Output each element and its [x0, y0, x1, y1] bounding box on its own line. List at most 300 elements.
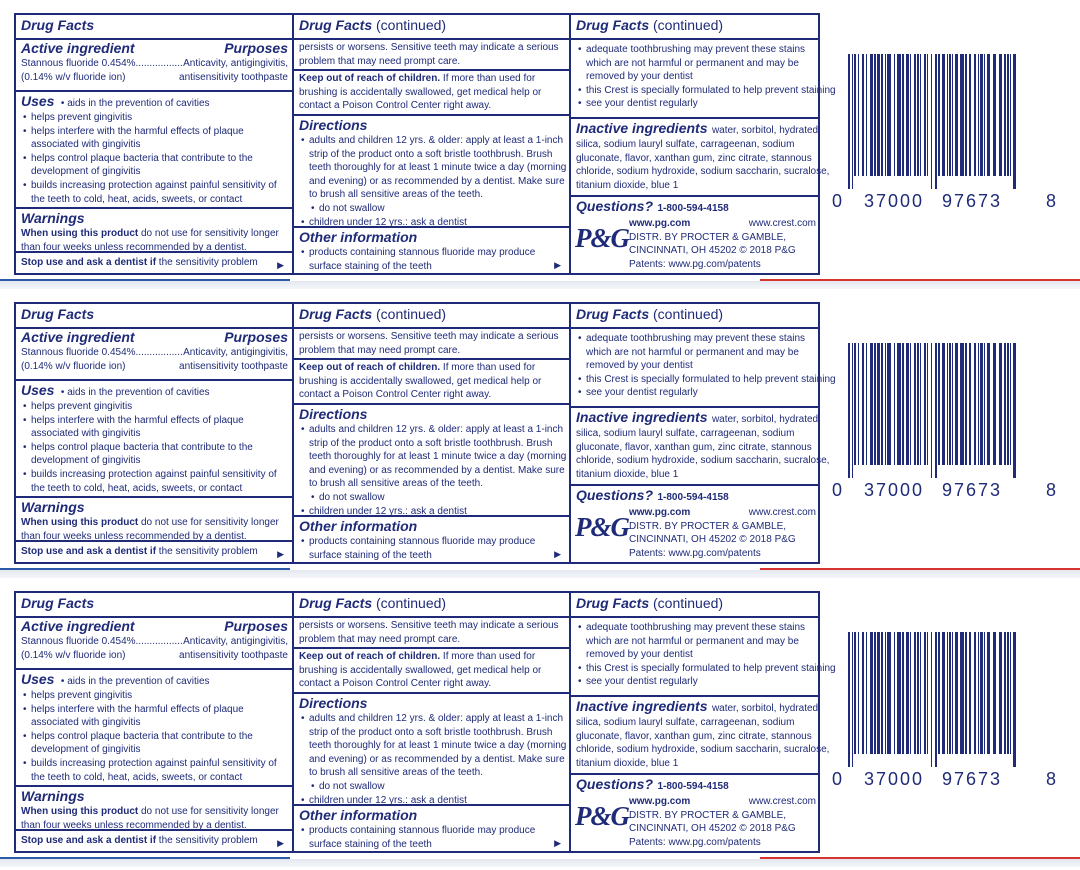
barcode-digits-left-group: 37000 [864, 480, 925, 500]
barcode-bar [965, 54, 967, 176]
staining-line: removed by your dentist [586, 360, 693, 372]
barcode-bars [848, 54, 1020, 189]
barcode-bar [910, 54, 911, 176]
crest-url: www.crest.com [748, 796, 816, 807]
barcode-bar [874, 54, 876, 176]
uses-line: associated with gingivitis [31, 139, 141, 151]
facts-column-3 [571, 304, 836, 562]
keep-out-section [294, 360, 569, 405]
uses-line: • helps interfere with the harmful effects of plaque [21, 703, 288, 717]
barcode-bar [914, 632, 916, 754]
directions-line: teeth thoroughly for at least 1 minute twice a day (morning [309, 740, 567, 752]
uses-heading: Uses [21, 671, 55, 687]
facts-column-3 [571, 15, 836, 273]
barcode-bar [960, 343, 964, 465]
barcode-bar [862, 632, 864, 754]
directions-line: • do not swallow [299, 491, 565, 505]
when-using-line-2: than four weeks unless recommended by a dentist. [21, 819, 247, 831]
purpose-line-1: Anticavity, antigingivitis, [183, 58, 288, 69]
uses-list [21, 400, 288, 495]
drug-facts-title: Drug Facts [21, 595, 95, 611]
inactive-ingredients-heading: Inactive ingredients [576, 698, 708, 714]
barcode-bar [1010, 343, 1011, 465]
directions-line: strip of the product onto a soft bristle toothbrush. Brush [309, 726, 553, 738]
other-information-line-1: • products containing stannous fluoride may produce [299, 824, 565, 838]
barcode-bar [1013, 632, 1016, 767]
when-using-text: do not use for sensitivity longer [138, 517, 279, 528]
pg-logo: P&G [575, 512, 629, 542]
distributor-line-1: DISTR. BY PROCTER & GAMBLE, [629, 520, 787, 532]
continued-header [571, 304, 818, 329]
keep-out-line-2: brushing is accidentally swallowed, get medical help or [299, 375, 542, 387]
continued-title: Drug Facts [299, 306, 373, 322]
stop-use-label: Stop use and ask a dentist if [21, 257, 157, 268]
uses-first-item: aids in the prevention of cavities [67, 387, 210, 398]
barcode-digit-right: 8 [1046, 769, 1057, 789]
stop-use-section [16, 540, 292, 564]
persists-line-1: persists or worsens. Sensitive teeth may indicate a serious [299, 331, 559, 342]
active-ingredient-heading: Active ingredient [21, 618, 135, 634]
purpose-line-1: Anticavity, antigingivitis, [183, 636, 288, 647]
directions-line: and evening) or as recommended by a dentist. Make sure [309, 464, 565, 476]
when-using-line-2: than four weeks unless recommended by a dentist. [21, 241, 247, 253]
persists-line-1: persists or worsens. Sensitive teeth may indicate a serious [299, 620, 559, 631]
fluoride-ion: (0.14% w/v fluoride ion) [21, 649, 126, 661]
directions-line: to brush all sensitive areas of the teeth. [309, 478, 483, 490]
distributor-info [629, 506, 816, 560]
barcode-bar [947, 632, 948, 754]
facts-column-1 [16, 15, 294, 273]
active-ingredient-section [16, 329, 292, 381]
barcode-bar [952, 632, 953, 754]
when-using-label: When using this product [21, 517, 139, 528]
when-using-label: When using this product [21, 228, 139, 239]
inactive-ingredients-first: water, sorbitol, hydrated [711, 125, 819, 136]
other-information-line-2: surface staining of the teeth [309, 260, 432, 272]
warnings-section [16, 787, 292, 829]
other-information-line-1: • products containing stannous fluoride may produce [299, 246, 565, 260]
continued-title: Drug Facts [576, 595, 650, 611]
active-ingredient-name: Stannous fluoride 0.454%................. [21, 58, 183, 69]
uses-line: • helps control plaque bacteria that contribute to the [21, 441, 288, 455]
active-ingredient-name: Stannous fluoride 0.454%................. [21, 347, 183, 358]
barcode-bar [858, 632, 859, 754]
fluoride-ion: (0.14% w/v fluoride ion) [21, 360, 126, 372]
persists-section [294, 618, 569, 649]
persists-line-2: problem that may need prompt care. [299, 633, 461, 645]
barcode-number [832, 480, 1062, 502]
barcode-number [832, 769, 1062, 791]
staining-line: • see your dentist regularly [576, 386, 814, 400]
uses-line: • helps prevent gingivitis [21, 689, 288, 703]
barcode-bar [852, 632, 853, 767]
barcode-bar [874, 632, 876, 754]
barcode-bar [949, 54, 951, 176]
barcode-bar [885, 343, 886, 465]
panel-3 [0, 578, 1080, 867]
questions-phone: 1-800-594-4158 [657, 203, 729, 214]
purpose-line-1: Anticavity, antigingivitis, [183, 347, 288, 358]
barcode-bar [924, 343, 926, 465]
drug-facts-box [14, 591, 836, 853]
uses-heading: Uses [21, 93, 55, 109]
barcode-digits-right-group: 97673 [942, 191, 1003, 211]
distributor-line-1: DISTR. BY PROCTER & GAMBLE, [629, 231, 787, 243]
staining-line: which are not harmful or permanent and may be [586, 635, 799, 647]
directions-line: to brush all sensitive areas of the teeth. [309, 767, 483, 779]
inactive-ingredients-line: titanium dioxide, blue 1 [576, 468, 679, 480]
red-stripe [760, 279, 1080, 281]
staining-section [571, 329, 836, 408]
keep-out-text: If more than used for [440, 73, 536, 84]
barcode-bar [938, 632, 940, 754]
barcode-bar [924, 632, 926, 754]
barcode-bar [848, 343, 850, 478]
barcode-bar [993, 343, 996, 465]
staining-line: • see your dentist regularly [576, 97, 814, 111]
barcode-bar [935, 54, 937, 189]
barcode-bar [866, 54, 867, 176]
barcode-bar [938, 54, 940, 176]
barcode-bar [987, 632, 990, 754]
patents-line: Patents: www.pg.com/patents [629, 836, 761, 848]
distributor-info [629, 795, 816, 849]
uses-line: associated with gingivitis [31, 717, 141, 729]
barcode-bar [960, 54, 964, 176]
directions-line: • children under 12 yrs.: ask a dentist [299, 794, 565, 808]
active-ingredient-name: Stannous fluoride 0.454%................. [21, 636, 183, 647]
barcode-bar [894, 343, 895, 465]
drug-facts-header [16, 593, 292, 618]
active-ingredient-section [16, 618, 292, 670]
warnings-heading: Warnings [21, 210, 85, 226]
barcode-bar [881, 343, 883, 465]
inactive-ingredients-heading: Inactive ingredients [576, 409, 708, 425]
uses-line: development of gingivitis [31, 166, 141, 178]
continued-header [294, 593, 569, 618]
inactive-ingredients-heading: Inactive ingredients [576, 120, 708, 136]
staining-list [576, 43, 836, 111]
barcode-bar [1004, 632, 1006, 754]
stop-use-label: Stop use and ask a dentist if [21, 546, 157, 557]
barcode-bar [965, 343, 967, 465]
questions-section [571, 197, 818, 275]
barcode-digit-left: 0 [832, 480, 843, 500]
barcode-bar [881, 632, 883, 754]
barcode-bar [931, 343, 932, 478]
distributor-line-1: DISTR. BY PROCTER & GAMBLE, [629, 809, 787, 821]
blue-stripe [0, 279, 290, 281]
barcode-bar [942, 632, 945, 754]
facts-column-3 [571, 593, 836, 851]
continued-label: (continued) [653, 595, 724, 611]
barcode-bar [980, 54, 983, 176]
barcode-bar [978, 343, 979, 465]
directions-line: • adults and children 12 yrs. & older: apply at least a 1-inch [299, 134, 565, 148]
staining-line: • this Crest is specially formulated to help prevent staining [576, 84, 814, 98]
barcode-bar [870, 54, 873, 176]
barcode-bar [854, 54, 856, 176]
directions-line: and evening) or as recommended by a dentist. Make sure [309, 753, 565, 765]
barcode-bar [952, 54, 953, 176]
warnings-section [16, 498, 292, 540]
keep-out-section [294, 649, 569, 694]
questions-phone: 1-800-594-4158 [657, 492, 729, 503]
drug-facts-title: Drug Facts [21, 306, 95, 322]
barcode-bar [974, 343, 976, 465]
when-using-label: When using this product [21, 806, 139, 817]
barcode-bar [947, 54, 948, 176]
continued-title: Drug Facts [576, 17, 650, 33]
barcode-bar [914, 54, 916, 176]
uses-list [21, 111, 288, 206]
barcode-digits-left-group: 37000 [864, 769, 925, 789]
other-information-line-1: • products containing stannous fluoride may produce [299, 535, 565, 549]
continue-arrow-icon: ▶ [277, 838, 284, 848]
crest-url: www.crest.com [748, 218, 816, 229]
barcode-bar [980, 632, 983, 754]
distributor-line-2: CINCINNATI, OH 45202 © 2018 P&G [629, 823, 796, 835]
barcode-digit-right: 8 [1046, 191, 1057, 211]
barcode-bar [887, 632, 891, 754]
questions-heading: Questions? [576, 198, 654, 214]
uses-line: development of gingivitis [31, 455, 141, 467]
continued-title: Drug Facts [299, 17, 373, 33]
barcode-bar [902, 54, 904, 176]
barcode-bar [877, 343, 880, 465]
barcode-bar [980, 343, 983, 465]
questions-heading: Questions? [576, 487, 654, 503]
staining-line: which are not harmful or permanent and may be [586, 57, 799, 69]
inactive-ingredients-line: gluconate, flavor, xanthan gum, zinc citrate, stannous [576, 441, 812, 453]
distributor-info [629, 217, 816, 271]
questions-section [571, 486, 818, 564]
continued-title: Drug Facts [299, 595, 373, 611]
continued-header [294, 304, 569, 329]
barcode-bars [848, 632, 1020, 767]
inactive-ingredients-line: silica, sodium lauryl sulfate, carrageenan, sodium [576, 717, 795, 728]
uses-first-item: aids in the prevention of cavities [67, 676, 210, 687]
continued-header [571, 15, 818, 40]
barcode-digits-right-group: 97673 [942, 480, 1003, 500]
staining-section [571, 618, 836, 697]
barcode-bar [858, 343, 859, 465]
barcode-bar [1010, 632, 1011, 754]
active-ingredient-heading: Active ingredient [21, 40, 135, 56]
inactive-ingredients-section [571, 119, 830, 197]
barcode-bar [969, 632, 971, 754]
active-ingredient-heading: Active ingredient [21, 329, 135, 345]
uses-line: associated with gingivitis [31, 428, 141, 440]
pg-logo: P&G [575, 801, 629, 831]
barcode-bar [866, 632, 867, 754]
barcode-bar [897, 632, 901, 754]
continued-label: (continued) [376, 17, 447, 33]
barcode-bar [942, 343, 945, 465]
barcode-bar [1004, 343, 1006, 465]
continue-arrow-icon: ▶ [277, 549, 284, 559]
continued-header [294, 15, 569, 40]
directions-line: teeth thoroughly for at least 1 minute twice a day (morning [309, 451, 567, 463]
barcode-bar [931, 632, 932, 767]
barcode-bar [920, 343, 921, 465]
other-information-section [294, 228, 569, 275]
staining-line: • adequate toothbrushing may prevent these stains [576, 621, 814, 635]
inactive-ingredients-line: gluconate, flavor, xanthan gum, zinc citrate, stannous [576, 152, 812, 164]
barcode-bar [999, 343, 1002, 465]
barcode-bar [917, 343, 919, 465]
inactive-ingredients-line: chloride, sodium hydroxide, sodium saccharin, sucralose, [576, 166, 830, 178]
when-using-line-2: than four weeks unless recommended by a dentist. [21, 530, 247, 542]
continued-label: (continued) [653, 306, 724, 322]
barcode-bar [999, 632, 1002, 754]
blue-stripe [0, 568, 290, 570]
inactive-ingredients-list [576, 716, 830, 770]
barcode-bar [874, 343, 876, 465]
barcode-bar [877, 54, 880, 176]
active-ingredient-section [16, 40, 292, 92]
red-stripe [760, 857, 1080, 859]
drug-facts-box [14, 302, 836, 564]
inactive-ingredients-section [571, 697, 830, 775]
barcode-bar [952, 343, 953, 465]
barcode-bar [887, 54, 891, 176]
pg-url: www.pg.com [629, 796, 691, 807]
barcode-bar [927, 632, 928, 754]
barcode-bar [870, 632, 873, 754]
drug-facts-header [16, 304, 292, 329]
persists-line-2: problem that may need prompt care. [299, 344, 461, 356]
inactive-ingredients-line: titanium dioxide, blue 1 [576, 757, 679, 769]
continue-arrow-icon: ▶ [554, 838, 561, 848]
barcode-digits-left-group: 37000 [864, 191, 925, 211]
inactive-ingredients-first: water, sorbitol, hydrated [711, 703, 819, 714]
barcode-bar [885, 54, 886, 176]
when-using-text: do not use for sensitivity longer [138, 228, 279, 239]
directions-line: • adults and children 12 yrs. & older: apply at least a 1-inch [299, 423, 565, 437]
barcode-bar [969, 54, 971, 176]
uses-line: • helps control plaque bacteria that contribute to the [21, 152, 288, 166]
continued-header [571, 593, 818, 618]
uses-line: the teeth to cold, heat, acids, sweets, or contact [31, 482, 243, 494]
directions-list [299, 712, 565, 807]
barcode-bar [969, 343, 971, 465]
staining-line: • adequate toothbrushing may prevent these stains [576, 43, 814, 57]
other-information-line-2: surface staining of the teeth [309, 838, 432, 850]
barcode-bar [978, 632, 979, 754]
other-information-section [294, 517, 569, 564]
inactive-ingredients-first: water, sorbitol, hydrated [711, 414, 819, 425]
barcode-bar [1007, 343, 1009, 465]
barcode-bar [955, 54, 958, 176]
stop-use-label: Stop use and ask a dentist if [21, 835, 157, 846]
barcode-bar [906, 632, 909, 754]
staining-list [576, 332, 836, 400]
barcode-bar [949, 632, 951, 754]
patents-line: Patents: www.pg.com/patents [629, 547, 761, 559]
barcode-bar [974, 632, 976, 754]
barcode-bar [924, 54, 926, 176]
pg-logo: P&G [575, 223, 629, 253]
barcode-bar [960, 632, 964, 754]
staining-line: • adequate toothbrushing may prevent these stains [576, 332, 814, 346]
facts-column-1 [16, 593, 294, 851]
keep-out-line-3: contact a Poison Control Center right away. [299, 389, 492, 401]
uses-section: Uses • aids in the prevention of cavities • helps prevent gingivitis • helps interfere with the harmful effects of plaque associated with gingivitis • helps control plaque bacteria that contribute to the development of gingivitis • builds increasing protection against painful sensitivity of the teeth to cold, heat, acids, sweets, or contact [16, 92, 292, 209]
stop-use-section [16, 251, 292, 275]
barcode-number [832, 191, 1062, 213]
uses-line: • builds increasing protection against painful sensitivity of [21, 179, 288, 193]
barcode-bar [1013, 343, 1016, 478]
barcode-bar [910, 632, 911, 754]
barcode-bar [920, 632, 921, 754]
barcode-bar [993, 54, 996, 176]
directions-heading: Directions [299, 117, 368, 133]
barcode-bar [881, 54, 883, 176]
inactive-ingredients-section [571, 408, 830, 486]
barcode-bar [993, 632, 996, 754]
barcode-digit-right: 8 [1046, 480, 1057, 500]
barcode-bar [894, 54, 895, 176]
barcode-bar [894, 632, 895, 754]
purpose-line-2: antisensitivity toothpaste [179, 360, 288, 372]
inactive-ingredients-line: titanium dioxide, blue 1 [576, 179, 679, 191]
other-information-heading: Other information [299, 807, 418, 823]
persists-section [294, 40, 569, 71]
stop-use-text: the sensitivity problem [156, 257, 258, 268]
uses-line: • helps prevent gingivitis [21, 400, 288, 414]
pg-url: www.pg.com [629, 218, 691, 229]
barcode-digits-right-group: 97673 [942, 769, 1003, 789]
barcode-bar [927, 54, 928, 176]
barcode-bar [987, 343, 990, 465]
panel-1 [0, 0, 1080, 289]
barcode-bar [870, 343, 873, 465]
directions-line: to brush all sensitive areas of the teeth. [309, 189, 483, 201]
barcode-bar [978, 54, 979, 176]
barcode-bar [931, 54, 932, 189]
staining-line: • this Crest is specially formulated to help prevent staining [576, 662, 814, 676]
keep-out-section [294, 71, 569, 116]
facts-column-2 [294, 15, 571, 273]
directions-line: • do not swallow [299, 202, 565, 216]
facts-column-2 [294, 593, 571, 851]
inactive-ingredients-list [576, 138, 830, 192]
staining-line: • see your dentist regularly [576, 675, 814, 689]
persists-section [294, 329, 569, 360]
warnings-section [16, 209, 292, 251]
barcode-bar [955, 632, 958, 754]
uses-heading: Uses [21, 382, 55, 398]
questions-phone: 1-800-594-4158 [657, 781, 729, 792]
questions-section [571, 775, 818, 853]
barcode-bar [897, 54, 901, 176]
staining-line: removed by your dentist [586, 649, 693, 661]
drug-facts-box [14, 13, 836, 275]
uses-line: the teeth to cold, heat, acids, sweets, or contact [31, 193, 243, 205]
drug-facts-header [16, 15, 292, 40]
purposes-heading: Purposes [224, 618, 288, 634]
uses-line: development of gingivitis [31, 744, 141, 756]
directions-line: • children under 12 yrs.: ask a dentist [299, 216, 565, 230]
barcode-bar [938, 343, 940, 465]
barcode-bar [917, 54, 919, 176]
barcode-bar [862, 343, 864, 465]
stop-use-text: the sensitivity problem [156, 835, 258, 846]
staining-line: which are not harmful or permanent and may be [586, 346, 799, 358]
inactive-ingredients-list [576, 427, 830, 481]
uses-list [21, 689, 288, 784]
